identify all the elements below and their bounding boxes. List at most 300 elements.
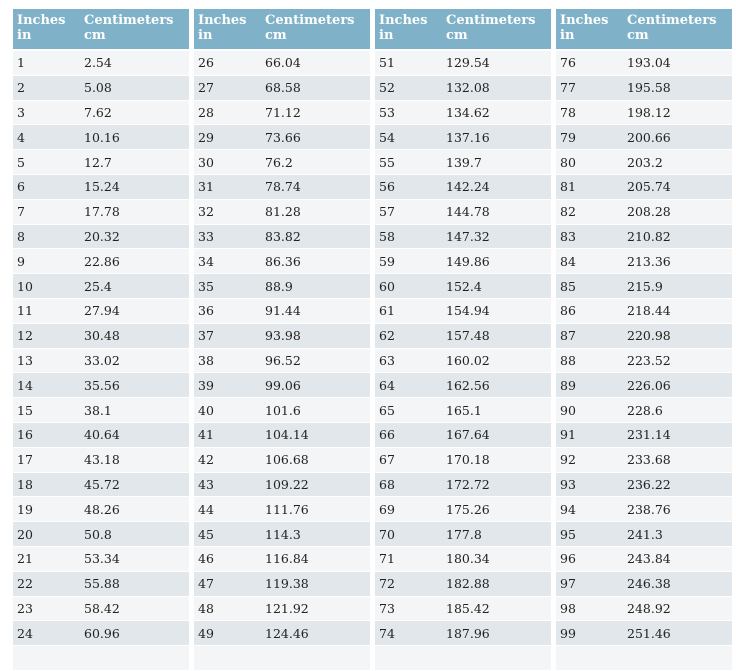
centimeters-cell: 96.52 bbox=[261, 348, 370, 373]
centimeters-cell: 213.36 bbox=[623, 249, 732, 274]
centimeters-cell: 25.4 bbox=[80, 274, 189, 299]
centimeters-cell: 116.84 bbox=[261, 546, 370, 571]
inches-cell: 91 bbox=[556, 422, 623, 447]
inches-cell: 63 bbox=[375, 348, 442, 373]
centimeters-cell: 149.86 bbox=[442, 249, 551, 274]
table-row bbox=[375, 422, 551, 447]
inches-cell: 48 bbox=[194, 596, 261, 621]
table-row bbox=[375, 373, 551, 398]
centimeters-cell: 243.84 bbox=[623, 546, 732, 571]
inches-cell: 64 bbox=[375, 373, 442, 398]
centimeters-cell: 114.3 bbox=[261, 522, 370, 547]
table-row bbox=[556, 50, 732, 75]
table-row bbox=[375, 249, 551, 274]
table-row bbox=[13, 348, 189, 373]
table-row bbox=[375, 472, 551, 497]
centimeters-cell: 154.94 bbox=[442, 298, 551, 323]
centimeters-cell: 12.7 bbox=[80, 150, 189, 175]
inches-cell: 96 bbox=[556, 546, 623, 571]
inches-cell: 65 bbox=[375, 398, 442, 423]
table-row bbox=[375, 323, 551, 348]
inches-cell: 98 bbox=[556, 596, 623, 621]
centimeters-cell: 121.92 bbox=[261, 596, 370, 621]
centimeters-cell bbox=[442, 646, 551, 671]
centimeters-cell: 76.2 bbox=[261, 150, 370, 175]
inches-cell: 45 bbox=[194, 522, 261, 547]
table-row bbox=[194, 249, 370, 274]
inches-cell: 89 bbox=[556, 373, 623, 398]
centimeters-cell: 226.06 bbox=[623, 373, 732, 398]
centimeters-cell: 30.48 bbox=[80, 323, 189, 348]
centimeters-cell: 157.48 bbox=[442, 323, 551, 348]
table-row bbox=[194, 621, 370, 646]
table-row bbox=[375, 497, 551, 522]
table-row bbox=[194, 75, 370, 100]
centimeters-cell: 60.96 bbox=[80, 621, 189, 646]
table-row bbox=[556, 472, 732, 497]
table-row bbox=[194, 125, 370, 150]
centimeters-cell: 45.72 bbox=[80, 472, 189, 497]
centimeters-cell: 106.68 bbox=[261, 447, 370, 472]
table-row bbox=[375, 274, 551, 299]
centimeters-cell: 91.44 bbox=[261, 298, 370, 323]
centimeters-cell: 160.02 bbox=[442, 348, 551, 373]
header-inches: Inches in bbox=[13, 9, 80, 50]
table-row bbox=[13, 373, 189, 398]
inches-cell: 46 bbox=[194, 546, 261, 571]
inches-cell: 22 bbox=[13, 571, 80, 596]
inches-cell: 47 bbox=[194, 571, 261, 596]
table-row bbox=[375, 571, 551, 596]
inches-cell: 87 bbox=[556, 323, 623, 348]
table-row bbox=[556, 522, 732, 547]
inches-cell bbox=[194, 646, 261, 671]
table-row bbox=[556, 348, 732, 373]
centimeters-cell: 251.46 bbox=[623, 621, 732, 646]
table-row bbox=[13, 249, 189, 274]
table-row bbox=[13, 50, 189, 75]
inches-cell: 21 bbox=[13, 546, 80, 571]
centimeters-cell: 139.7 bbox=[442, 150, 551, 175]
centimeters-cell: 200.66 bbox=[623, 125, 732, 150]
centimeters-cell: 241.3 bbox=[623, 522, 732, 547]
inches-cell bbox=[556, 646, 623, 671]
centimeters-cell: 132.08 bbox=[442, 75, 551, 100]
table-row bbox=[556, 274, 732, 299]
centimeters-cell: 88.9 bbox=[261, 274, 370, 299]
inches-cell: 44 bbox=[194, 497, 261, 522]
centimeters-cell: 22.86 bbox=[80, 249, 189, 274]
centimeters-cell: 147.32 bbox=[442, 224, 551, 249]
centimeters-cell: 228.6 bbox=[623, 398, 732, 423]
centimeters-cell: 50.8 bbox=[80, 522, 189, 547]
table-row bbox=[375, 348, 551, 373]
inches-cell: 43 bbox=[194, 472, 261, 497]
inches-cell: 60 bbox=[375, 274, 442, 299]
inches-cell: 79 bbox=[556, 125, 623, 150]
centimeters-cell: 231.14 bbox=[623, 422, 732, 447]
header-centimeters: Centimeters cm bbox=[80, 9, 189, 50]
centimeters-cell: 124.46 bbox=[261, 621, 370, 646]
centimeters-cell: 73.66 bbox=[261, 125, 370, 150]
table-row bbox=[556, 447, 732, 472]
centimeters-cell: 20.32 bbox=[80, 224, 189, 249]
inches-cell: 92 bbox=[556, 447, 623, 472]
inches-cell: 32 bbox=[194, 199, 261, 224]
inches-cell: 80 bbox=[556, 150, 623, 175]
inches-cell: 40 bbox=[194, 398, 261, 423]
inches-cell: 94 bbox=[556, 497, 623, 522]
table-row bbox=[13, 422, 189, 447]
table-row bbox=[13, 199, 189, 224]
table-row bbox=[194, 174, 370, 199]
inches-cell: 86 bbox=[556, 298, 623, 323]
centimeters-cell: 205.74 bbox=[623, 174, 732, 199]
table-row bbox=[556, 646, 732, 671]
centimeters-cell: 134.62 bbox=[442, 100, 551, 125]
table-row bbox=[13, 298, 189, 323]
centimeters-cell: 68.58 bbox=[261, 75, 370, 100]
table-row bbox=[194, 150, 370, 175]
centimeters-cell: 111.76 bbox=[261, 497, 370, 522]
inches-cell: 16 bbox=[13, 422, 80, 447]
table-row bbox=[375, 447, 551, 472]
header-centimeters: Centimeters cm bbox=[261, 9, 370, 50]
inches-cell: 7 bbox=[13, 199, 80, 224]
table-row bbox=[13, 546, 189, 571]
centimeters-cell: 38.1 bbox=[80, 398, 189, 423]
conversion-table-col-4 bbox=[556, 9, 732, 671]
table-row bbox=[13, 447, 189, 472]
table-row bbox=[13, 323, 189, 348]
table-row bbox=[194, 298, 370, 323]
table-row bbox=[13, 224, 189, 249]
table-row bbox=[556, 224, 732, 249]
inches-cell: 11 bbox=[13, 298, 80, 323]
inches-cell: 14 bbox=[13, 373, 80, 398]
centimeters-cell: 10.16 bbox=[80, 125, 189, 150]
table-row bbox=[13, 75, 189, 100]
table-row bbox=[556, 75, 732, 100]
inches-cell: 88 bbox=[556, 348, 623, 373]
table-row bbox=[556, 323, 732, 348]
centimeters-cell: 101.6 bbox=[261, 398, 370, 423]
centimeters-cell: 119.38 bbox=[261, 571, 370, 596]
table-row bbox=[556, 546, 732, 571]
centimeters-cell: 15.24 bbox=[80, 174, 189, 199]
conversion-table-col-1 bbox=[13, 9, 189, 671]
table-row bbox=[375, 621, 551, 646]
table-row bbox=[13, 398, 189, 423]
table-row bbox=[13, 100, 189, 125]
header-centimeters: Centimeters cm bbox=[442, 9, 551, 50]
centimeters-cell: 99.06 bbox=[261, 373, 370, 398]
inches-cell: 90 bbox=[556, 398, 623, 423]
centimeters-cell: 175.26 bbox=[442, 497, 551, 522]
centimeters-cell: 203.2 bbox=[623, 150, 732, 175]
centimeters-cell: 55.88 bbox=[80, 571, 189, 596]
inches-cell: 18 bbox=[13, 472, 80, 497]
inches-cell: 97 bbox=[556, 571, 623, 596]
inches-cell: 35 bbox=[194, 274, 261, 299]
inches-cell: 33 bbox=[194, 224, 261, 249]
centimeters-cell: 193.04 bbox=[623, 50, 732, 75]
inches-cell: 52 bbox=[375, 75, 442, 100]
header-inches: Inches in bbox=[556, 9, 623, 50]
centimeters-cell: 246.38 bbox=[623, 571, 732, 596]
centimeters-cell: 215.9 bbox=[623, 274, 732, 299]
centimeters-cell: 233.68 bbox=[623, 447, 732, 472]
table-row bbox=[375, 199, 551, 224]
table-row bbox=[556, 298, 732, 323]
centimeters-cell: 78.74 bbox=[261, 174, 370, 199]
inches-cell: 76 bbox=[556, 50, 623, 75]
centimeters-cell: 109.22 bbox=[261, 472, 370, 497]
table-row bbox=[556, 596, 732, 621]
inches-cell: 24 bbox=[13, 621, 80, 646]
centimeters-cell bbox=[623, 646, 732, 671]
inches-cell: 28 bbox=[194, 100, 261, 125]
inches-cell: 26 bbox=[194, 50, 261, 75]
table-row bbox=[194, 497, 370, 522]
table-row bbox=[375, 596, 551, 621]
conversion-table-col-3 bbox=[375, 9, 551, 671]
centimeters-cell: 208.28 bbox=[623, 199, 732, 224]
inches-cell: 77 bbox=[556, 75, 623, 100]
centimeters-cell bbox=[261, 646, 370, 671]
table-row bbox=[194, 596, 370, 621]
inches-cell: 6 bbox=[13, 174, 80, 199]
table-row bbox=[556, 398, 732, 423]
header-centimeters: Centimeters cm bbox=[623, 9, 732, 50]
table-row bbox=[13, 472, 189, 497]
table-row bbox=[194, 522, 370, 547]
inches-cell: 31 bbox=[194, 174, 261, 199]
table-row bbox=[375, 100, 551, 125]
table-row bbox=[556, 100, 732, 125]
table-row bbox=[194, 50, 370, 75]
table-row bbox=[194, 571, 370, 596]
inches-cell: 81 bbox=[556, 174, 623, 199]
inches-cell: 62 bbox=[375, 323, 442, 348]
table-row bbox=[375, 646, 551, 671]
table-row bbox=[375, 546, 551, 571]
centimeters-cell: 144.78 bbox=[442, 199, 551, 224]
header-inches: Inches in bbox=[375, 9, 442, 50]
inches-cell: 67 bbox=[375, 447, 442, 472]
inches-cell: 42 bbox=[194, 447, 261, 472]
centimeters-cell: 71.12 bbox=[261, 100, 370, 125]
centimeters-cell: 198.12 bbox=[623, 100, 732, 125]
table-row bbox=[13, 125, 189, 150]
centimeters-cell: 86.36 bbox=[261, 249, 370, 274]
inches-cell: 4 bbox=[13, 125, 80, 150]
centimeters-cell: 137.16 bbox=[442, 125, 551, 150]
inches-cell bbox=[13, 646, 80, 671]
inches-cell: 8 bbox=[13, 224, 80, 249]
centimeters-cell: 27.94 bbox=[80, 298, 189, 323]
inches-cell: 82 bbox=[556, 199, 623, 224]
table-row bbox=[556, 497, 732, 522]
table-row bbox=[375, 398, 551, 423]
inches-cell: 27 bbox=[194, 75, 261, 100]
table-row bbox=[194, 472, 370, 497]
table-row bbox=[375, 224, 551, 249]
inches-cell: 5 bbox=[13, 150, 80, 175]
inches-cell: 19 bbox=[13, 497, 80, 522]
table-row bbox=[375, 174, 551, 199]
table-row bbox=[556, 621, 732, 646]
table-row bbox=[194, 274, 370, 299]
inches-cell: 61 bbox=[375, 298, 442, 323]
table-row bbox=[194, 323, 370, 348]
centimeters-cell: 167.64 bbox=[442, 422, 551, 447]
inches-cell: 36 bbox=[194, 298, 261, 323]
table-row bbox=[13, 497, 189, 522]
centimeters-cell: 195.58 bbox=[623, 75, 732, 100]
centimeters-cell: 48.26 bbox=[80, 497, 189, 522]
table-row bbox=[13, 174, 189, 199]
inches-cell: 78 bbox=[556, 100, 623, 125]
inches-cell: 39 bbox=[194, 373, 261, 398]
table-row bbox=[13, 571, 189, 596]
table-row bbox=[194, 100, 370, 125]
centimeters-cell: 218.44 bbox=[623, 298, 732, 323]
table-row bbox=[375, 522, 551, 547]
table-row bbox=[556, 373, 732, 398]
table-row bbox=[375, 150, 551, 175]
centimeters-cell: 66.04 bbox=[261, 50, 370, 75]
centimeters-cell: 236.22 bbox=[623, 472, 732, 497]
inches-cell: 72 bbox=[375, 571, 442, 596]
centimeters-cell: 210.82 bbox=[623, 224, 732, 249]
inches-cell: 51 bbox=[375, 50, 442, 75]
inches-cell: 58 bbox=[375, 224, 442, 249]
table-row bbox=[194, 373, 370, 398]
table-row bbox=[13, 522, 189, 547]
inches-cell: 83 bbox=[556, 224, 623, 249]
centimeters-cell: 43.18 bbox=[80, 447, 189, 472]
centimeters-cell: 187.96 bbox=[442, 621, 551, 646]
centimeters-cell: 165.1 bbox=[442, 398, 551, 423]
inches-cell: 69 bbox=[375, 497, 442, 522]
inches-cell: 30 bbox=[194, 150, 261, 175]
centimeters-cell: 248.92 bbox=[623, 596, 732, 621]
inches-cell bbox=[375, 646, 442, 671]
table-row bbox=[194, 422, 370, 447]
table-row bbox=[13, 646, 189, 671]
centimeters-cell: 81.28 bbox=[261, 199, 370, 224]
inches-cell: 34 bbox=[194, 249, 261, 274]
centimeters-cell: 104.14 bbox=[261, 422, 370, 447]
centimeters-cell: 170.18 bbox=[442, 447, 551, 472]
conversion-table-col-2 bbox=[194, 9, 370, 671]
table-row bbox=[375, 50, 551, 75]
inches-cell: 68 bbox=[375, 472, 442, 497]
inches-cell: 99 bbox=[556, 621, 623, 646]
table-row bbox=[556, 249, 732, 274]
centimeters-cell: 185.42 bbox=[442, 596, 551, 621]
table-row bbox=[13, 274, 189, 299]
inches-cell: 53 bbox=[375, 100, 442, 125]
inches-cell: 10 bbox=[13, 274, 80, 299]
centimeters-cell: 142.24 bbox=[442, 174, 551, 199]
table-row bbox=[556, 199, 732, 224]
table-row bbox=[556, 150, 732, 175]
inches-cell: 23 bbox=[13, 596, 80, 621]
centimeters-cell: 35.56 bbox=[80, 373, 189, 398]
inches-cell: 55 bbox=[375, 150, 442, 175]
centimeters-cell: 83.82 bbox=[261, 224, 370, 249]
inches-cell: 84 bbox=[556, 249, 623, 274]
table-row bbox=[13, 596, 189, 621]
centimeters-cell: 40.64 bbox=[80, 422, 189, 447]
inches-cell: 56 bbox=[375, 174, 442, 199]
inches-cell: 15 bbox=[13, 398, 80, 423]
inches-cell: 57 bbox=[375, 199, 442, 224]
table-row bbox=[556, 125, 732, 150]
inches-cell: 93 bbox=[556, 472, 623, 497]
inches-cell: 41 bbox=[194, 422, 261, 447]
table-row bbox=[194, 199, 370, 224]
inches-cell: 2 bbox=[13, 75, 80, 100]
centimeters-cell: 238.76 bbox=[623, 497, 732, 522]
centimeters-cell: 129.54 bbox=[442, 50, 551, 75]
inches-cell: 95 bbox=[556, 522, 623, 547]
centimeters-cell: 152.4 bbox=[442, 274, 551, 299]
inches-cell: 70 bbox=[375, 522, 442, 547]
centimeters-cell: 182.88 bbox=[442, 571, 551, 596]
table-row bbox=[375, 75, 551, 100]
table-row bbox=[556, 422, 732, 447]
inches-cell: 29 bbox=[194, 125, 261, 150]
centimeters-cell: 180.34 bbox=[442, 546, 551, 571]
table-row bbox=[194, 398, 370, 423]
inches-cell: 54 bbox=[375, 125, 442, 150]
table-row bbox=[194, 224, 370, 249]
centimeters-cell: 33.02 bbox=[80, 348, 189, 373]
centimeters-cell: 162.56 bbox=[442, 373, 551, 398]
header-inches: Inches in bbox=[194, 9, 261, 50]
inches-cell: 59 bbox=[375, 249, 442, 274]
inches-cell: 74 bbox=[375, 621, 442, 646]
inches-cell: 3 bbox=[13, 100, 80, 125]
centimeters-cell: 172.72 bbox=[442, 472, 551, 497]
inches-cell: 73 bbox=[375, 596, 442, 621]
table-row bbox=[556, 571, 732, 596]
inches-cell: 1 bbox=[13, 50, 80, 75]
table-row bbox=[375, 125, 551, 150]
inches-cell: 38 bbox=[194, 348, 261, 373]
centimeters-cell: 220.98 bbox=[623, 323, 732, 348]
inches-cell: 9 bbox=[13, 249, 80, 274]
table-row bbox=[375, 298, 551, 323]
inches-cell: 37 bbox=[194, 323, 261, 348]
table-row bbox=[194, 348, 370, 373]
centimeters-cell: 17.78 bbox=[80, 199, 189, 224]
centimeters-cell: 177.8 bbox=[442, 522, 551, 547]
inches-cell: 66 bbox=[375, 422, 442, 447]
table-row bbox=[194, 546, 370, 571]
inches-cell: 49 bbox=[194, 621, 261, 646]
inches-cell: 85 bbox=[556, 274, 623, 299]
inches-cell: 20 bbox=[13, 522, 80, 547]
table-row bbox=[194, 646, 370, 671]
inches-cell: 71 bbox=[375, 546, 442, 571]
table-row bbox=[13, 621, 189, 646]
centimeters-cell: 93.98 bbox=[261, 323, 370, 348]
table-row bbox=[556, 174, 732, 199]
